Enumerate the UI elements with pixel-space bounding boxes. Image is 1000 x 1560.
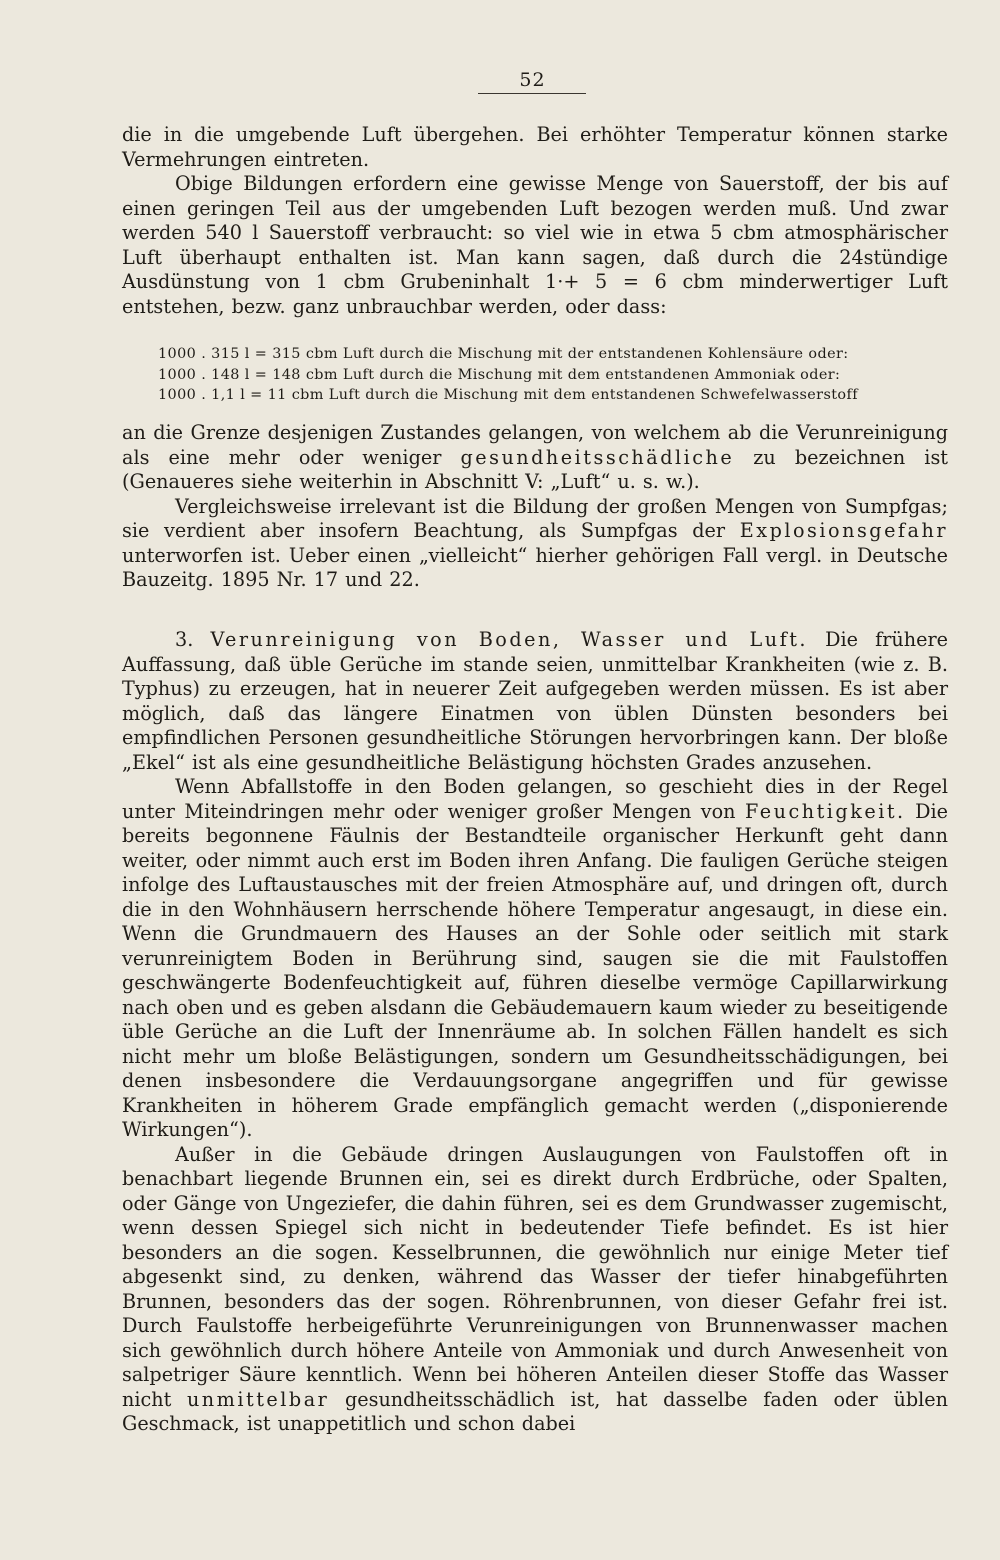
text-block-middle [122,421,948,593]
paragraph-4 [122,495,948,593]
page-number-rule [478,93,586,94]
section-number: 3. [175,628,194,651]
text-block-top [122,123,948,319]
paragraph-2: Obige Bildungen erfordern eine gewisse Menge von Sauerstoff, der bis auf einen geringen Teil aus der umgebenden Luft bezogen werden muß. Und zwar werden 540 l Sauerstoff verbraucht: so viel wie in etwa 5 cbm atmosphärischer Luft überhaupt enthalten ist. Man kann sagen, daß durch die 24stündige Ausdünstung von 1 cbm Grubeninhalt 1·+ 5 = 6 cbm minderwertiger Luft entstehen, bezw. ganz unbrauchbar werden, oder dass: [122,172,948,318]
paragraph-3-emphasis: gesundheitsschädliche [460,445,735,469]
paragraph-7-text-a: Außer in die Gebäude dringen Auslaugungen von Faulstoffen oft in benachbart liegende Brunnen ein, sei es direkt durch Erdbrüche, oder Spalten, oder Gänge von Ungeziefer, die dahin führen, sei es dem Grundwasser zugemischt, wenn dessen Spiegel sich nicht in bedeutender Tiefe befindet. Es ist hier besonders an die sogen. Kesselbrunnen, die gewöhnlich nur einige Meter tief abgesenkt sind, zu denken, während das Wasser der tiefer hinabgeführten Brunnen, besonders das der sogen. Röhrenbrunnen, von dieser Gefahr frei ist. Durch Faulstoffe herbeigeführte Verunreinigungen von Brunnenwasser machen sich gewöhnlich durch höhere Anteile von Ammoniak und durch Anwesenheit von salpetriger Säure kenntlich. Wenn bei höheren Anteilen dieser Stoffe das Wasser nicht [122,1142,948,1411]
formula-line: 1000 . 315 l = 315 cbm Luft durch die Mischung mit der entstandenen Kohlensäure oder: [158,346,849,362]
paragraph-7-emphasis: unmittelbar [186,1387,330,1411]
paragraph-6-emphasis: Feuchtigkeit. [745,799,906,823]
paragraph-5 [122,628,948,775]
paragraph-1: die in die umgebende Luft übergehen. Bei erhöhter Temperatur können starke Vermehrungen eintreten. [122,123,948,171]
paragraph-4-text-a: Vergleichsweise irrelevant ist die Bildung der großen Mengen von Sumpfgas; sie verdient aber insofern Beachtung, als Sumpfgas der [122,494,948,542]
paragraph-7 [122,1143,948,1437]
paragraph-6-text-b: Die bereits begonnene Fäulnis der Bestandteile organischer Herkunft geht dann weiter, oder nimmt auch erst im Boden ihren Anfang. Die fauligen Gerüche steigen infolge des Luftaustausches mit der freien Atmosphäre auf, und dringen oft, durch die in den Wohnhäusern herrschende höhere Temperatur angesaugt, in diese ein. Wenn die Grundmauern des Hauses an der Sohle oder seitlich mit stark verunreinigtem Boden in Berührung sind, saugen sie die mit Faulstoffen geschwängerte Bodenfeuchtigkeit auf, führen dieselbe vermöge Capillarwirkung nach oben und es geben alsdann die Gebäudemauern kaum wieder zu beseitigende üble Gerüche an die Luft der Innenräume ab. In solchen Fällen handelt es sich nicht mehr um bloße Belästigungen, sondern um Gesundheitsschädigungen, bei denen insbesondere die Verdauungsorgane angegriffen und für gewisse Krankheiten in höherem Grade empfänglich gemacht werden („disponierende Wirkungen“). [122,799,948,1141]
paragraph-3-text-a: an die Grenze desjenigen Zustandes gelangen, von welchem ab die Verunreinigung als eine mehr oder weniger [122,421,948,469]
page-number: 52 [519,69,546,91]
paragraph-6-text-a: Wenn Abfallstoffe in den Boden gelangen, so geschieht dies in der Regel unter Miteindringen mehr oder weniger großer Mengen von [122,775,948,823]
paragraph-7-text-b: gesundheitsschädlich ist, hat dasselbe faden oder üblen Geschmack, ist unappetitlich und schon dabei [122,1387,948,1435]
paragraph-3 [122,421,948,495]
paragraph-4-text-b: unterworfen ist. Ueber einen „vielleicht“ hierher gehörigen Fall vergl. in Deutsche Bauzeitg. 1895 Nr. 17 und 22. [122,543,948,591]
text-block-section-3 [122,628,948,1437]
formula-line: 1000 . 1,1 l = 11 cbm Luft durch die Mischung mit dem entstandenen Schwefelwasserstoff [158,387,858,403]
formula-line: 1000 . 148 l = 148 cbm Luft durch die Mischung mit dem entstandenen Ammoniak oder: [158,366,841,383]
paragraph-4-emphasis: Explosionsgefahr [739,519,948,542]
formula-list [158,344,948,406]
section-heading: Verunreinigung von Boden, Wasser und Luft. [210,628,809,651]
paragraph-3-text-b: zu bezeichnen ist (Genaueres siehe weiterhin in Abschnitt V: „Luft“ u. s. w.). [122,445,948,493]
paragraph-5-text: Die frühere Auffassung, daß üble Gerüche im stande seien, unmittelbar Krankheiten (wie z. B. Typhus) zu erzeugen, hat in neuerer Zeit aufgegeben werden müssen. Es ist aber möglich, daß das längere Einatmen von üblen Dünsten besonders bei empfindlichen Personen gesundheitliche Störungen hervorbringen kann. Der bloße „Ekel“ ist als eine gesundheitliche Belästigung höchsten Grades anzusehen. [122,628,948,774]
paragraph-6 [122,775,948,1143]
